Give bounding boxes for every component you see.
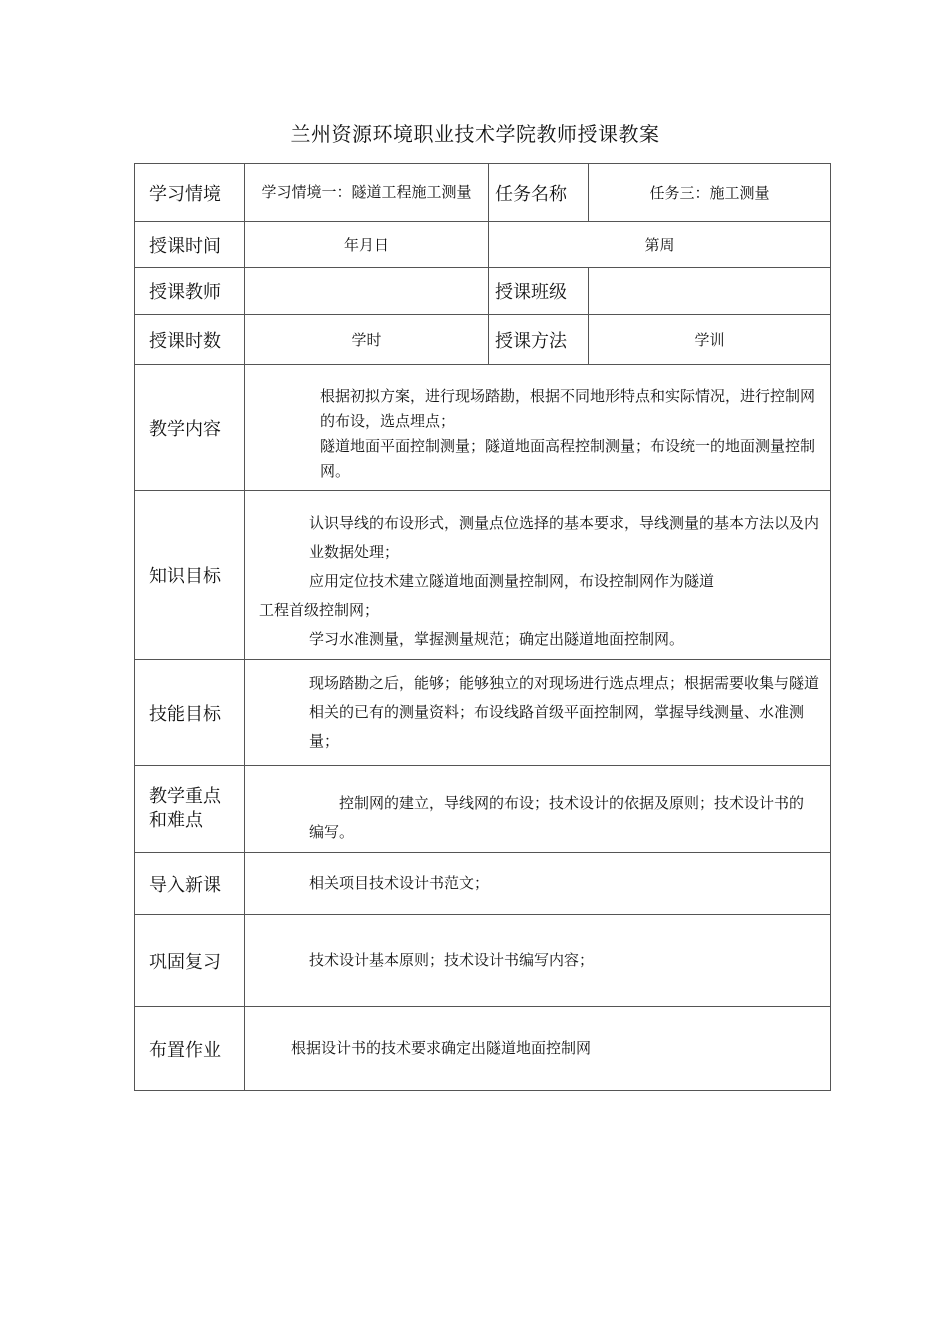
- row-teacher: [135, 268, 831, 315]
- row-homework: [135, 1007, 831, 1091]
- paragraph: 学习水准测量，掌握测量规范；确定出隧道地面控制网。: [309, 629, 685, 648]
- label-review: 巩固复习: [135, 915, 245, 1007]
- label-teacher: 授课教师: [135, 268, 245, 315]
- paragraph: 根据设计书的技术要求确定出隧道地面控制网: [291, 1039, 592, 1057]
- value-learning-context: 学习情境一：隧道工程施工测量: [245, 164, 489, 222]
- value-task-name: 任务三：施工测量: [589, 164, 831, 222]
- row-lesson-time: [135, 222, 831, 268]
- label-knowledge-goals: 知识目标: [135, 491, 245, 660]
- value-hours: 学时: [245, 315, 489, 365]
- label-line: 教学重点: [149, 786, 221, 807]
- cell-skill-goals: [245, 660, 831, 766]
- row-teaching-content: [135, 365, 831, 491]
- value-method: 学训: [589, 315, 831, 365]
- row-hours: [135, 315, 831, 365]
- paragraph: 技术设计基本原则；技术设计书编写内容；: [309, 951, 595, 969]
- label-new-lesson-intro: 导入新课: [135, 853, 245, 915]
- paragraph: 隧道地面平面控制测量；隧道地面高程控制测量；布设统一的地面测量控制网。: [320, 436, 816, 480]
- value-class: [589, 268, 831, 315]
- cell-teaching-content: [245, 365, 831, 491]
- label-skill-goals: 技能目标: [135, 660, 245, 766]
- row-learning-context: [135, 164, 831, 222]
- label-class: 授课班级: [489, 268, 589, 315]
- row-skill-goals: [135, 660, 831, 766]
- label-task-name: 任务名称: [489, 164, 589, 222]
- label-line: 和难点: [149, 810, 203, 831]
- cell-key-points: [245, 766, 831, 853]
- cell-review: [245, 915, 831, 1007]
- label-homework: 布置作业: [135, 1007, 245, 1091]
- paragraph: 应用定位技术建立隧道地面测量控制网，布设控制网作为隧道: [309, 571, 715, 590]
- cell-homework: [245, 1007, 831, 1091]
- label-teaching-content: 教学内容: [135, 365, 245, 491]
- paragraph: 控制网的建立，导线网的布设；技术设计的依据及原则；技术设计书的编写。: [309, 794, 805, 841]
- cell-knowledge-goals: [245, 491, 831, 660]
- label-hours: 授课时数: [135, 315, 245, 365]
- paragraph: 认识导线的布设形式，测量点位选择的基本要求，导线测量的基本方法以及内业数据处理；: [309, 513, 820, 561]
- paragraph: 工程首级控制网；: [259, 600, 380, 619]
- value-teacher: [245, 268, 489, 315]
- row-key-points: [135, 766, 831, 853]
- label-method: 授课方法: [489, 315, 589, 365]
- value-lesson-week: 第周: [489, 222, 831, 268]
- label-key-points: [135, 766, 245, 853]
- row-knowledge-goals: [135, 491, 831, 660]
- label-learning-context: 学习情境: [135, 164, 245, 222]
- cell-new-lesson-intro: [245, 853, 831, 915]
- row-new-lesson-intro: [135, 853, 831, 915]
- lesson-plan-table: [134, 163, 831, 1091]
- paragraph: 相关项目技术设计书范文；: [309, 874, 490, 892]
- page-title: 兰州资源环境职业技术学院教师授课教案: [290, 122, 660, 146]
- row-review: [135, 915, 831, 1007]
- label-lesson-time: 授课时间: [135, 222, 245, 268]
- paragraph: 根据初拟方案，进行现场踏勘，根据不同地形特点和实际情况，进行控制网的布设，选点埋点；: [320, 386, 816, 430]
- value-lesson-date: 年月日: [245, 222, 489, 268]
- paragraph: 现场踏勘之后，能够；能够独立的对现场进行选点埋点；根据需要收集与隧道相关的已有的测量资料；布设线路首级平面控制网，掌握导线测量、水准测量；: [309, 674, 820, 750]
